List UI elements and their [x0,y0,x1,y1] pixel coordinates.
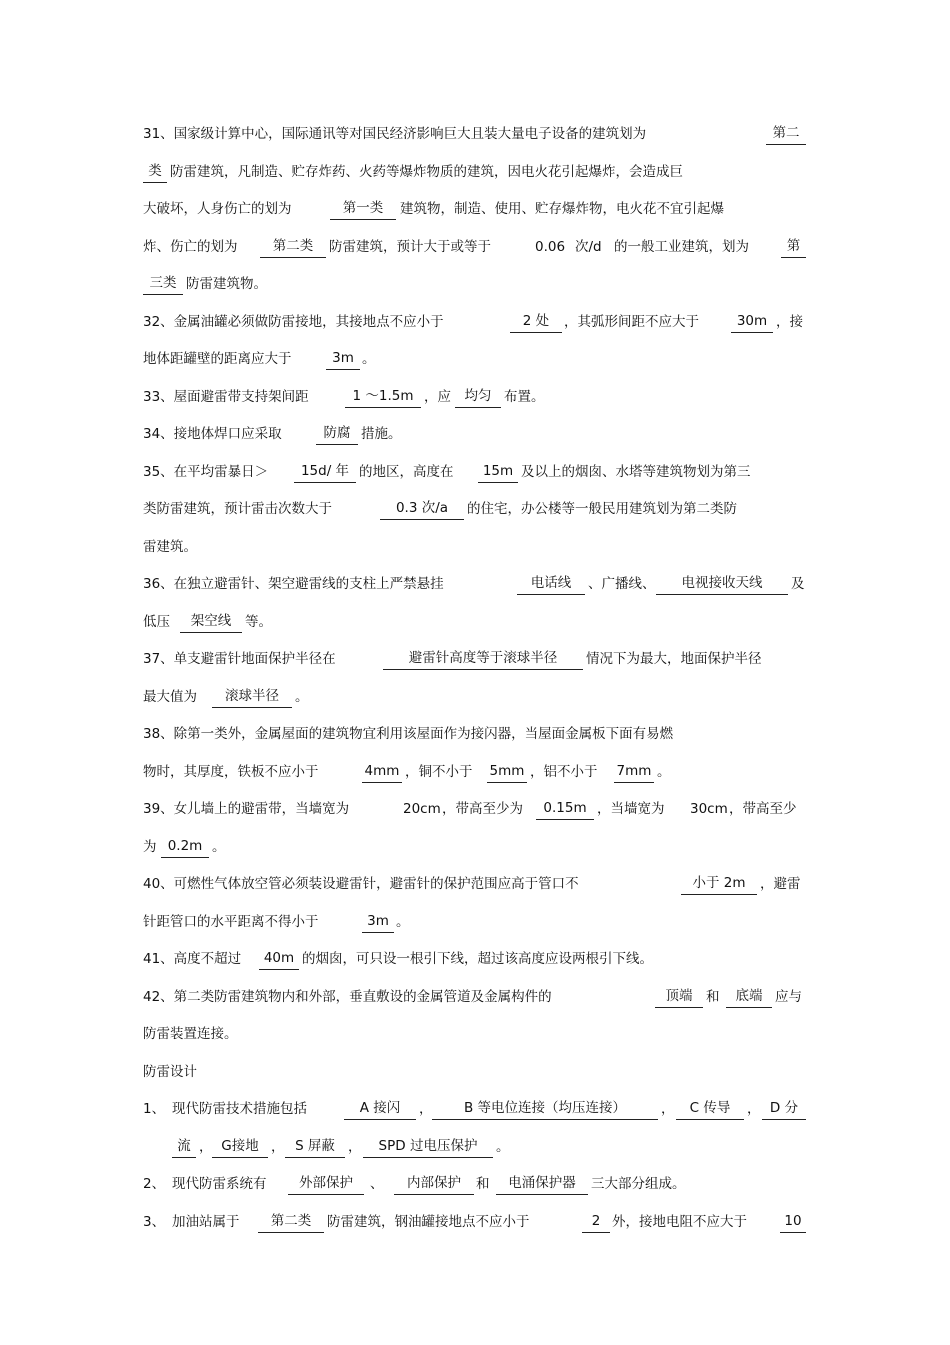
text-line [0,347,950,371]
text-line [0,160,950,184]
filled-blank-answer: 3m [326,347,360,370]
text-segment: 3、 [143,1214,166,1230]
filled-blank-answer: 第二 [766,122,806,145]
text-segment: 、 [370,1176,384,1192]
text-segment: 2、 [143,1176,166,1192]
text-segment: 布置。 [504,389,545,405]
text-line [0,1135,950,1159]
filled-blank-answer: 底端 [726,985,772,1008]
text-line [0,985,950,1009]
text-segment: 防雷建筑物。 [186,276,267,292]
text-segment: 次/d [575,239,602,255]
text-segment: 的一般工业建筑，划为 [614,239,749,255]
text-segment: 现代防雷技术措施包括 [172,1101,307,1117]
text-line [0,497,950,521]
text-line [0,310,950,334]
text-segment: 防雷建筑，凡制造、贮存炸药、火药等爆炸物质的建筑，因电火花引起爆炸，会造成巨 [170,164,683,180]
filled-blank-answer: 外部保护 [288,1172,364,1195]
text-segment: ，带高至少为 [442,801,523,817]
text-line [0,572,950,596]
filled-blank-answer: 滚球半径 [212,685,292,708]
text-line [0,910,950,934]
text-segment: ，接 [776,314,803,330]
text-segment: 20cm [403,801,441,817]
text-line [0,872,950,896]
text-segment: 和 [476,1176,490,1192]
text-segment: 低压 [143,614,170,630]
filled-blank-answer: 第二类 [260,235,326,258]
filled-blank-answer: 电涌保护器 [496,1172,588,1195]
text-segment: 35、在平均雷暴日＞ [143,464,269,480]
text-segment: 42、第二类防雷建筑物内和外部，垂直敷设的金属管道及金属构件的 [143,989,552,1005]
text-segment: ， [419,1101,433,1117]
text-segment: 防雷装置连接。 [143,1026,238,1042]
text-line [0,947,950,971]
text-segment: 最大值为 [143,689,197,705]
filled-blank-answer: 1 ～1.5m [345,385,421,408]
text-line [0,1172,950,1196]
text-line [0,1210,950,1234]
text-segment: 。 [396,914,410,930]
text-line [0,272,950,296]
text-segment: 37、单支避雷针地面保护半径在 [143,651,336,667]
filled-blank-answer: 15m [478,460,518,483]
filled-blank-answer: B 等电位连接（均压连接） [432,1097,658,1120]
text-line [0,760,950,784]
text-segment: 针距管口的水平距离不得小于 [143,914,319,930]
text-segment: 。 [362,351,376,367]
text-segment: 物时，其厚度，铁板不应小于 [143,764,319,780]
text-segment: 现代防雷系统有 [172,1176,267,1192]
filled-blank-answer: 类 [143,160,167,183]
text-segment: 的地区，高度在 [359,464,454,480]
filled-blank-answer: 2 处 [510,310,562,333]
filled-blank-answer: 流 [172,1135,196,1158]
text-segment: 类防雷建筑，预计雷击次数大于 [143,501,332,517]
text-segment: 41、高度不超过 [143,951,242,967]
filled-blank-answer: 内部保护 [394,1172,474,1195]
filled-blank-answer: S 屏蔽 [285,1135,345,1158]
text-segment: 0.06 [535,239,566,255]
filled-blank-answer: G接地 [212,1135,268,1158]
filled-blank-answer: 三类 [143,272,183,295]
text-segment: 为 [143,839,157,855]
filled-blank-answer: C 传导 [676,1097,744,1120]
text-line [0,1097,950,1121]
filled-blank-answer: D 分 [762,1097,806,1120]
text-line [0,610,950,634]
text-segment: 。 [496,1139,510,1155]
text-segment: 1、 [143,1101,166,1117]
text-segment: 外，接地电阻不应大于 [612,1214,747,1230]
text-segment: 。 [212,839,226,855]
filled-blank-answer: 10 [780,1210,806,1233]
text-line [0,460,950,484]
text-segment: 40、可燃性气体放空管必须装设避雷针，避雷针的保护范围应高于管口不 [143,876,579,892]
filled-blank-answer: 30m [731,310,773,333]
filled-blank-answer: SPD 过电压保护 [363,1135,493,1158]
text-segment: 。 [295,689,309,705]
filled-blank-answer: 0.15m [536,797,594,820]
text-segment: ，避雷 [760,876,801,892]
text-segment: 三大部分组成。 [591,1176,686,1192]
text-line [0,1022,950,1046]
filled-blank-answer: 15d/ 年 [294,460,356,483]
filled-blank-answer: 7mm [614,760,654,783]
text-segment: ，当墙宽为 [597,801,665,817]
text-segment: 等。 [245,614,272,630]
text-segment: 39、女儿墙上的避雷带，当墙宽为 [143,801,350,817]
filled-blank-answer: 40m [259,947,299,970]
text-segment: ， [348,1139,362,1155]
text-segment: ， [747,1101,761,1117]
text-segment: 的住宅，办公楼等一般民用建筑划为第二类防 [467,501,737,517]
text-segment: 雷建筑。 [143,539,197,555]
text-segment: ， [661,1101,675,1117]
text-line [0,422,950,446]
filled-blank-answer: 第一类 [330,197,396,220]
text-line [0,685,950,709]
text-segment: 及 [791,576,805,592]
text-line [0,835,950,859]
text-segment: 加油站属于 [172,1214,240,1230]
filled-blank-answer: 0.3 次/a [380,497,464,520]
filled-blank-answer: 4mm [362,760,402,783]
text-segment: 防雷设计 [143,1064,197,1080]
text-segment: 和 [706,989,720,1005]
text-segment: ，应 [424,389,451,405]
text-segment: 38、除第一类外，金属屋面的建筑物宜利用该屋面作为接闪器，当屋面金属板下面有易燃 [143,726,674,742]
text-segment: 33、屋面避雷带支持架间距 [143,389,309,405]
text-line [0,647,950,671]
filled-blank-answer: 电话线 [517,572,585,595]
filled-blank-answer: 均匀 [455,385,501,408]
text-segment: 建筑物，制造、使用、贮存爆炸物，电火花不宜引起爆 [400,201,724,217]
text-segment: 。 [657,764,671,780]
text-segment: ，带高至少 [729,801,797,817]
text-segment: 34、接地体焊口应采取 [143,426,282,442]
text-segment: 防雷建筑，钢油罐接地点不应小于 [327,1214,530,1230]
filled-blank-answer: 2 [582,1210,610,1233]
filled-blank-answer: 3m [362,910,394,933]
text-segment: 地体距罐壁的距离应大于 [143,351,292,367]
filled-blank-answer: A 接闪 [344,1097,416,1120]
filled-blank-answer: 5mm [487,760,527,783]
filled-blank-answer: 第 [781,235,806,258]
text-segment: ， [271,1139,285,1155]
text-segment: 防雷建筑，预计大于或等于 [329,239,491,255]
text-line [0,722,950,746]
filled-blank-answer: 0.2m [161,835,209,858]
filled-blank-answer: 防腐 [316,422,358,445]
text-line [0,122,950,146]
text-segment: 措施。 [361,426,402,442]
text-line [0,197,950,221]
text-segment: 31、国家级计算中心，国际通讯等对国民经济影响巨大且装大量电子设备的建筑划为 [143,126,647,142]
text-segment: 32、金属油罐必须做防雷接地，其接地点不应小于 [143,314,444,330]
filled-blank-answer: 小于 2m [681,872,757,895]
text-line [0,535,950,559]
text-segment: ， [199,1139,213,1155]
text-segment: ，铜不小于 [405,764,473,780]
text-segment: 的烟囱，可只设一根引下线，超过该高度应设两根引下线。 [302,951,653,967]
text-segment: 情况下为最大，地面保护半径 [586,651,762,667]
text-segment: 36、在独立避雷针、架空避雷线的支柱上严禁悬挂 [143,576,444,592]
filled-blank-answer: 第二类 [258,1210,324,1233]
filled-blank-answer: 避雷针高度等于滚球半径 [383,647,583,670]
text-segment: 及以上的烟囱、水塔等建筑物划为第三 [521,464,751,480]
text-segment: ，其弧形间距不应大于 [564,314,699,330]
text-segment: 30cm [690,801,728,817]
filled-blank-answer: 电视接收天线 [656,572,788,595]
text-segment: 应与 [775,989,802,1005]
text-segment: 、广播线、 [588,576,656,592]
filled-blank-answer: 架空线 [180,610,242,633]
text-line [0,385,950,409]
text-line [0,235,950,259]
text-line [0,797,950,821]
text-segment: ，铝不小于 [530,764,598,780]
text-segment: 炸、伤亡的划为 [143,239,238,255]
filled-blank-answer: 顶端 [655,985,703,1008]
text-line [0,1060,950,1084]
text-segment: 大破坏，人身伤亡的划为 [143,201,292,217]
